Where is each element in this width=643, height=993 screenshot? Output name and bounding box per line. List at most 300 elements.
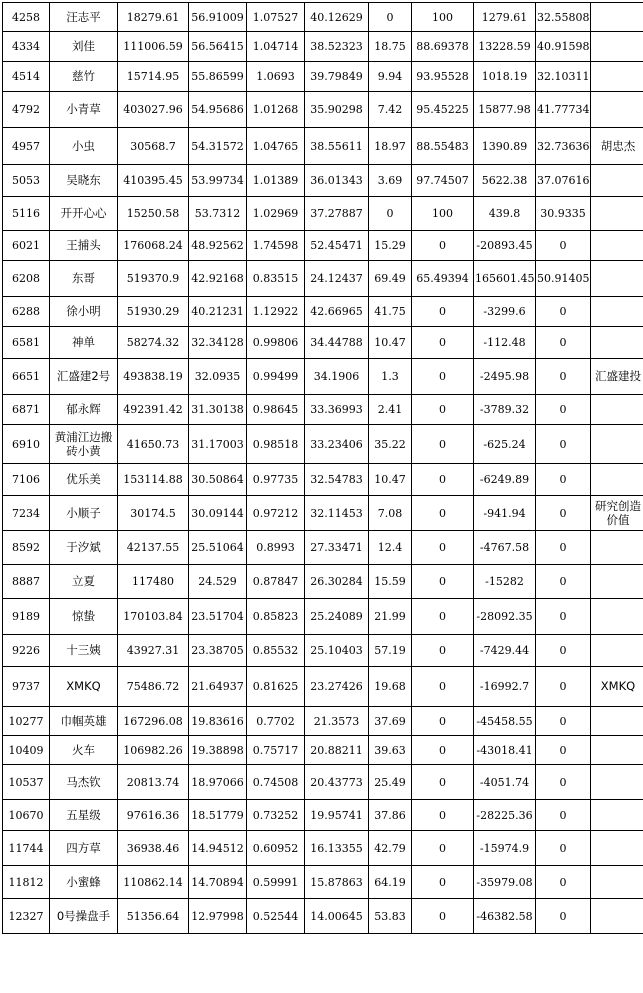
note-cell <box>591 831 643 866</box>
user-id-cell: 6021 <box>3 231 50 261</box>
value-cell: 35.22 <box>369 425 412 464</box>
value-cell: -112.48 <box>474 327 536 359</box>
value-cell: 0.98518 <box>247 425 305 464</box>
value-cell: 0 <box>412 297 474 327</box>
value-cell: 0 <box>536 565 591 599</box>
note-cell <box>591 599 643 635</box>
value-cell: 14.94512 <box>189 831 247 866</box>
value-cell: 38.55611 <box>305 128 369 165</box>
value-cell: 15.87863 <box>305 866 369 899</box>
value-cell: 176068.24 <box>118 231 189 261</box>
user-name-cell: 黄浦江边搬砖小黄 <box>50 425 118 464</box>
value-cell: 0 <box>412 635 474 667</box>
note-cell <box>591 531 643 565</box>
value-cell: 23.27426 <box>305 667 369 707</box>
value-cell: 36938.46 <box>118 831 189 866</box>
value-cell: 25.24089 <box>305 599 369 635</box>
user-name-cell: 小顺子 <box>50 496 118 531</box>
value-cell: 0 <box>536 800 591 831</box>
value-cell: 0 <box>536 425 591 464</box>
value-cell: 0 <box>536 464 591 496</box>
value-cell: 42137.55 <box>118 531 189 565</box>
table-row <box>3 165 643 197</box>
value-cell: 21.99 <box>369 599 412 635</box>
value-cell: 42.66965 <box>305 297 369 327</box>
note-cell <box>591 62 643 92</box>
value-cell: 93.95528 <box>412 62 474 92</box>
value-cell: 38.52323 <box>305 32 369 62</box>
user-id-cell: 4258 <box>3 3 50 32</box>
value-cell: 34.44788 <box>305 327 369 359</box>
table-row <box>3 32 643 62</box>
value-cell: 0.99499 <box>247 359 305 395</box>
note-cell <box>591 866 643 899</box>
value-cell: 18.75 <box>369 32 412 62</box>
user-name-cell: XMKQ <box>50 667 118 707</box>
value-cell: 3.69 <box>369 165 412 197</box>
value-cell: 1390.89 <box>474 128 536 165</box>
user-name-cell: 王捕头 <box>50 231 118 261</box>
value-cell: 9.94 <box>369 62 412 92</box>
value-cell: 0 <box>412 599 474 635</box>
value-cell: 15877.98 <box>474 92 536 128</box>
table-row <box>3 635 643 667</box>
value-cell: 0.98645 <box>247 395 305 425</box>
value-cell: 32.34128 <box>189 327 247 359</box>
value-cell: 56.91009 <box>189 3 247 32</box>
value-cell: 0.97735 <box>247 464 305 496</box>
note-cell <box>591 297 643 327</box>
value-cell: 7.08 <box>369 496 412 531</box>
value-cell: 19.38898 <box>189 736 247 765</box>
value-cell: 88.55483 <box>412 128 474 165</box>
table-row <box>3 866 643 899</box>
value-cell: 56.56415 <box>189 32 247 62</box>
value-cell: 69.49 <box>369 261 412 297</box>
value-cell: 10.47 <box>369 327 412 359</box>
value-cell: 53.99734 <box>189 165 247 197</box>
ranking-table <box>2 2 643 934</box>
value-cell: 21.3573 <box>305 707 369 736</box>
value-cell: 51930.29 <box>118 297 189 327</box>
user-name-cell: 刘佳 <box>50 32 118 62</box>
value-cell: 32.73636 <box>536 128 591 165</box>
table-row <box>3 395 643 425</box>
user-id-cell: 9189 <box>3 599 50 635</box>
value-cell: 37.69 <box>369 707 412 736</box>
table-row <box>3 667 643 707</box>
value-cell: 1018.19 <box>474 62 536 92</box>
value-cell: -625.24 <box>474 425 536 464</box>
table-row <box>3 800 643 831</box>
value-cell: 0.97212 <box>247 496 305 531</box>
user-id-cell: 9226 <box>3 635 50 667</box>
note-cell <box>591 197 643 231</box>
user-name-cell: 十三姨 <box>50 635 118 667</box>
value-cell: 43927.31 <box>118 635 189 667</box>
value-cell: 52.45471 <box>305 231 369 261</box>
note-cell <box>591 165 643 197</box>
value-cell: 50.91405 <box>536 261 591 297</box>
table-row <box>3 62 643 92</box>
value-cell: 37.07616 <box>536 165 591 197</box>
value-cell: 58274.32 <box>118 327 189 359</box>
value-cell: -4767.58 <box>474 531 536 565</box>
note-cell: 研究创造价值 <box>591 496 643 531</box>
value-cell: 106982.26 <box>118 736 189 765</box>
value-cell: 117480 <box>118 565 189 599</box>
value-cell: 40.12629 <box>305 3 369 32</box>
value-cell: 97.74507 <box>412 165 474 197</box>
note-cell <box>591 736 643 765</box>
table-row <box>3 359 643 395</box>
value-cell: 170103.84 <box>118 599 189 635</box>
value-cell: 12.97998 <box>189 899 247 934</box>
user-id-cell: 5116 <box>3 197 50 231</box>
value-cell: 0.74508 <box>247 765 305 800</box>
value-cell: -15974.9 <box>474 831 536 866</box>
value-cell: 0 <box>536 395 591 425</box>
value-cell: 27.33471 <box>305 531 369 565</box>
value-cell: -46382.58 <box>474 899 536 934</box>
value-cell: 0 <box>412 231 474 261</box>
value-cell: 0.73252 <box>247 800 305 831</box>
value-cell: 0 <box>412 667 474 707</box>
table-body <box>3 3 643 934</box>
value-cell: 5622.38 <box>474 165 536 197</box>
value-cell: -7429.44 <box>474 635 536 667</box>
value-cell: 41.75 <box>369 297 412 327</box>
value-cell: 0 <box>536 599 591 635</box>
value-cell: -2495.98 <box>474 359 536 395</box>
value-cell: 35.90298 <box>305 92 369 128</box>
user-name-cell: 小青草 <box>50 92 118 128</box>
value-cell: 30.9335 <box>536 197 591 231</box>
value-cell: 0 <box>536 667 591 707</box>
table-row <box>3 464 643 496</box>
value-cell: 18.97 <box>369 128 412 165</box>
value-cell: 0 <box>412 464 474 496</box>
value-cell: 0.60952 <box>247 831 305 866</box>
user-name-cell: 巾帼英雄 <box>50 707 118 736</box>
value-cell: 153114.88 <box>118 464 189 496</box>
value-cell: 26.30284 <box>305 565 369 599</box>
value-cell: 20.43773 <box>305 765 369 800</box>
value-cell: 33.36993 <box>305 395 369 425</box>
value-cell: 0 <box>412 565 474 599</box>
value-cell: 55.86599 <box>189 62 247 92</box>
value-cell: 1.02969 <box>247 197 305 231</box>
user-id-cell: 10537 <box>3 765 50 800</box>
user-name-cell: 惊蛰 <box>50 599 118 635</box>
table-row <box>3 496 643 531</box>
user-id-cell: 6581 <box>3 327 50 359</box>
value-cell: 0.75717 <box>247 736 305 765</box>
value-cell: 36.01343 <box>305 165 369 197</box>
table-row <box>3 599 643 635</box>
value-cell: 20.88211 <box>305 736 369 765</box>
value-cell: 1.01268 <box>247 92 305 128</box>
value-cell: 0 <box>412 831 474 866</box>
note-cell <box>591 395 643 425</box>
user-id-cell: 4514 <box>3 62 50 92</box>
user-id-cell: 4792 <box>3 92 50 128</box>
value-cell: 31.30138 <box>189 395 247 425</box>
value-cell: 34.1906 <box>305 359 369 395</box>
table-row <box>3 831 643 866</box>
value-cell: 40.91598 <box>536 32 591 62</box>
note-cell <box>591 231 643 261</box>
user-id-cell: 8592 <box>3 531 50 565</box>
value-cell: 15250.58 <box>118 197 189 231</box>
value-cell: 0 <box>536 866 591 899</box>
value-cell: 0.7702 <box>247 707 305 736</box>
user-id-cell: 11744 <box>3 831 50 866</box>
value-cell: 40.21231 <box>189 297 247 327</box>
value-cell: 51356.64 <box>118 899 189 934</box>
value-cell: 0 <box>536 736 591 765</box>
value-cell: -3789.32 <box>474 395 536 425</box>
value-cell: 0 <box>412 707 474 736</box>
value-cell: -20893.45 <box>474 231 536 261</box>
value-cell: 31.17003 <box>189 425 247 464</box>
table-row <box>3 92 643 128</box>
value-cell: 0 <box>536 496 591 531</box>
value-cell: 110862.14 <box>118 866 189 899</box>
value-cell: 0 <box>412 765 474 800</box>
value-cell: 0 <box>369 3 412 32</box>
user-id-cell: 12327 <box>3 899 50 934</box>
user-name-cell: 0号操盘手 <box>50 899 118 934</box>
value-cell: 0.8993 <box>247 531 305 565</box>
value-cell: 0.59991 <box>247 866 305 899</box>
note-cell <box>591 3 643 32</box>
value-cell: 39.63 <box>369 736 412 765</box>
value-cell: 32.10311 <box>536 62 591 92</box>
value-cell: 111006.59 <box>118 32 189 62</box>
value-cell: -4051.74 <box>474 765 536 800</box>
value-cell: 0 <box>536 297 591 327</box>
value-cell: 14.70894 <box>189 866 247 899</box>
user-name-cell: 吴晓东 <box>50 165 118 197</box>
value-cell: 65.49394 <box>412 261 474 297</box>
user-name-cell: 立夏 <box>50 565 118 599</box>
value-cell: 37.86 <box>369 800 412 831</box>
value-cell: 1.74598 <box>247 231 305 261</box>
note-cell <box>591 765 643 800</box>
value-cell: 53.83 <box>369 899 412 934</box>
value-cell: 519370.9 <box>118 261 189 297</box>
table-row <box>3 565 643 599</box>
user-name-cell: 小虫 <box>50 128 118 165</box>
value-cell: 15714.95 <box>118 62 189 92</box>
value-cell: 53.7312 <box>189 197 247 231</box>
value-cell: -3299.6 <box>474 297 536 327</box>
table-row <box>3 425 643 464</box>
value-cell: 0 <box>412 866 474 899</box>
table-row <box>3 197 643 231</box>
table-row <box>3 297 643 327</box>
value-cell: 23.38705 <box>189 635 247 667</box>
value-cell: 100 <box>412 197 474 231</box>
note-cell <box>591 707 643 736</box>
value-cell: 15.29 <box>369 231 412 261</box>
value-cell: 16.13355 <box>305 831 369 866</box>
value-cell: 0 <box>536 765 591 800</box>
table-row <box>3 261 643 297</box>
value-cell: -45458.55 <box>474 707 536 736</box>
value-cell: 12.4 <box>369 531 412 565</box>
user-id-cell: 6288 <box>3 297 50 327</box>
value-cell: -43018.41 <box>474 736 536 765</box>
table-row <box>3 3 643 32</box>
value-cell: 0 <box>536 707 591 736</box>
value-cell: 18.97066 <box>189 765 247 800</box>
value-cell: 0.87847 <box>247 565 305 599</box>
value-cell: 88.69378 <box>412 32 474 62</box>
value-cell: 37.27887 <box>305 197 369 231</box>
value-cell: 25.51064 <box>189 531 247 565</box>
note-cell <box>591 899 643 934</box>
value-cell: 32.0935 <box>189 359 247 395</box>
user-id-cell: 5053 <box>3 165 50 197</box>
value-cell: 439.8 <box>474 197 536 231</box>
table-row <box>3 531 643 565</box>
note-cell <box>591 92 643 128</box>
value-cell: 19.83616 <box>189 707 247 736</box>
value-cell: 75486.72 <box>118 667 189 707</box>
value-cell: 0 <box>536 531 591 565</box>
value-cell: -16992.7 <box>474 667 536 707</box>
user-id-cell: 10409 <box>3 736 50 765</box>
value-cell: 57.19 <box>369 635 412 667</box>
value-cell: 21.64937 <box>189 667 247 707</box>
value-cell: 7.42 <box>369 92 412 128</box>
value-cell: 0 <box>412 899 474 934</box>
user-name-cell: 徐小明 <box>50 297 118 327</box>
value-cell: 95.45225 <box>412 92 474 128</box>
value-cell: 1.07527 <box>247 3 305 32</box>
value-cell: 41.77734 <box>536 92 591 128</box>
value-cell: 30568.7 <box>118 128 189 165</box>
value-cell: 19.68 <box>369 667 412 707</box>
value-cell: -6249.89 <box>474 464 536 496</box>
note-cell <box>591 464 643 496</box>
table-row <box>3 707 643 736</box>
table-row <box>3 736 643 765</box>
user-id-cell: 6651 <box>3 359 50 395</box>
user-id-cell: 7234 <box>3 496 50 531</box>
value-cell: 33.23406 <box>305 425 369 464</box>
note-cell <box>591 261 643 297</box>
user-name-cell: 郁永辉 <box>50 395 118 425</box>
table-row <box>3 765 643 800</box>
user-id-cell: 7106 <box>3 464 50 496</box>
value-cell: 0 <box>412 359 474 395</box>
value-cell: 1.04714 <box>247 32 305 62</box>
note-cell <box>591 327 643 359</box>
user-name-cell: 四方草 <box>50 831 118 866</box>
note-cell <box>591 635 643 667</box>
note-cell <box>591 565 643 599</box>
value-cell: 0.85823 <box>247 599 305 635</box>
value-cell: 18.51779 <box>189 800 247 831</box>
note-cell <box>591 425 643 464</box>
user-name-cell: 火车 <box>50 736 118 765</box>
value-cell: 14.00645 <box>305 899 369 934</box>
value-cell: 0.81625 <box>247 667 305 707</box>
value-cell: 0 <box>412 496 474 531</box>
value-cell: 0 <box>369 197 412 231</box>
value-cell: 403027.96 <box>118 92 189 128</box>
user-name-cell: 于汐斌 <box>50 531 118 565</box>
value-cell: 167296.08 <box>118 707 189 736</box>
user-name-cell: 五星级 <box>50 800 118 831</box>
user-name-cell: 马杰钦 <box>50 765 118 800</box>
value-cell: 19.95741 <box>305 800 369 831</box>
value-cell: 1.12922 <box>247 297 305 327</box>
user-id-cell: 6910 <box>3 425 50 464</box>
user-name-cell: 小蜜蜂 <box>50 866 118 899</box>
value-cell: 41650.73 <box>118 425 189 464</box>
value-cell: 410395.45 <box>118 165 189 197</box>
value-cell: 2.41 <box>369 395 412 425</box>
value-cell: 54.31572 <box>189 128 247 165</box>
note-cell <box>591 800 643 831</box>
value-cell: 42.79 <box>369 831 412 866</box>
user-id-cell: 10670 <box>3 800 50 831</box>
value-cell: -35979.08 <box>474 866 536 899</box>
value-cell: 1.01389 <box>247 165 305 197</box>
value-cell: 97616.36 <box>118 800 189 831</box>
value-cell: 0 <box>412 800 474 831</box>
value-cell: 0.85532 <box>247 635 305 667</box>
value-cell: 1.04765 <box>247 128 305 165</box>
value-cell: 30.09144 <box>189 496 247 531</box>
value-cell: 0 <box>412 736 474 765</box>
table-row <box>3 327 643 359</box>
value-cell: 32.11453 <box>305 496 369 531</box>
value-cell: 0 <box>536 899 591 934</box>
user-name-cell: 东哥 <box>50 261 118 297</box>
value-cell: 10.47 <box>369 464 412 496</box>
user-name-cell: 开开心心 <box>50 197 118 231</box>
value-cell: 15.59 <box>369 565 412 599</box>
value-cell: 0 <box>536 231 591 261</box>
value-cell: 100 <box>412 3 474 32</box>
user-name-cell: 慈竹 <box>50 62 118 92</box>
value-cell: 30.50864 <box>189 464 247 496</box>
value-cell: 0.99806 <box>247 327 305 359</box>
value-cell: 0 <box>536 359 591 395</box>
user-name-cell: 优乐美 <box>50 464 118 496</box>
value-cell: 1279.61 <box>474 3 536 32</box>
note-cell <box>591 32 643 62</box>
value-cell: 23.51704 <box>189 599 247 635</box>
value-cell: 18279.61 <box>118 3 189 32</box>
value-cell: 1.0693 <box>247 62 305 92</box>
value-cell: -941.94 <box>474 496 536 531</box>
value-cell: 0 <box>412 531 474 565</box>
user-name-cell: 汇盛建2号 <box>50 359 118 395</box>
table-row <box>3 899 643 934</box>
user-name-cell: 神单 <box>50 327 118 359</box>
user-id-cell: 11812 <box>3 866 50 899</box>
value-cell: 54.95686 <box>189 92 247 128</box>
user-id-cell: 8887 <box>3 565 50 599</box>
table-row <box>3 128 643 165</box>
value-cell: 0 <box>412 425 474 464</box>
